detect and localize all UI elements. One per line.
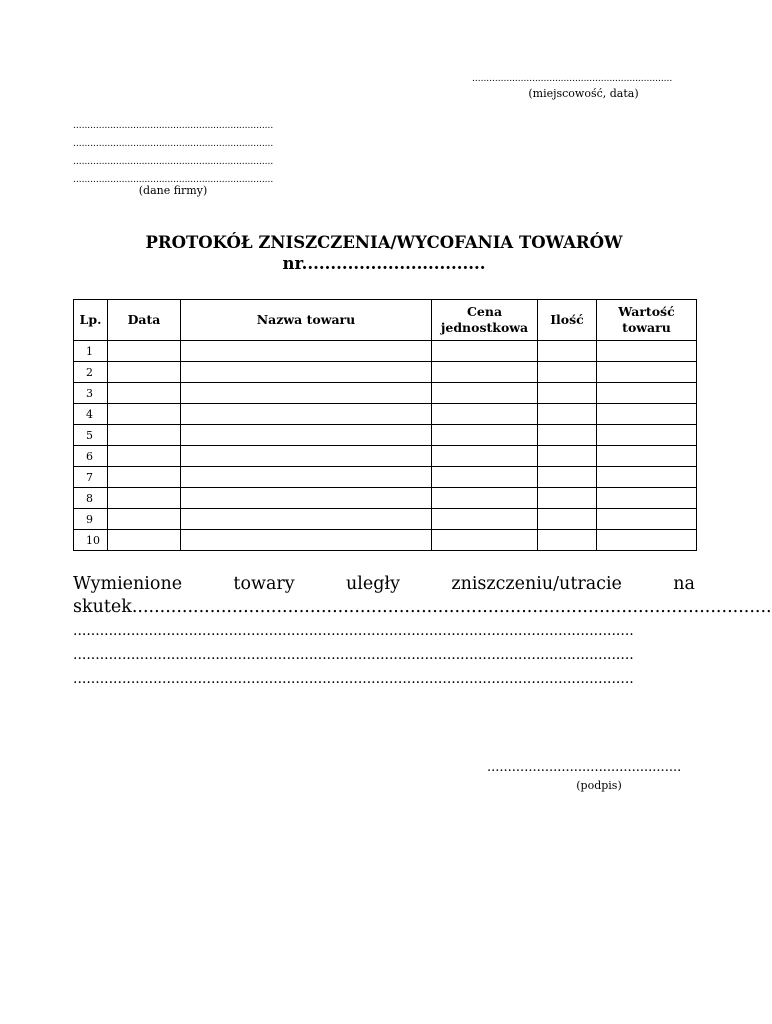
cell-name[interactable] [181,362,432,383]
cell-quantity[interactable] [538,509,597,530]
cell-name[interactable] [181,509,432,530]
cell-value[interactable] [597,530,697,551]
cell-date[interactable] [108,383,181,404]
company-data-fields [73,119,296,191]
table-row [74,530,697,551]
cell-quantity[interactable] [538,425,597,446]
cell-unit-price[interactable] [432,467,538,488]
statement-word: na [673,574,695,594]
table-row [74,404,697,425]
company-data-line[interactable]: ...................................................................... [73,139,274,149]
table-row [74,341,697,362]
row-number: 10 [74,530,108,551]
cell-value[interactable] [597,446,697,467]
statement-word: uległy [346,574,400,594]
cell-unit-price[interactable] [432,404,538,425]
row-number: 8 [74,488,108,509]
cell-value[interactable] [597,404,697,425]
cell-unit-price[interactable] [432,362,538,383]
cell-quantity[interactable] [538,341,597,362]
cell-date[interactable] [108,530,181,551]
destruction-statement [73,573,772,691]
cell-quantity[interactable] [538,530,597,551]
cell-unit-price[interactable] [432,446,538,467]
table-row [74,383,697,404]
company-data-line[interactable]: ...................................................................... [73,121,274,131]
cause-continuation-line[interactable]: .............................................................................................................................. [73,623,634,639]
place-date-caption: (miejscowość, data) [528,87,639,100]
cell-date[interactable] [108,425,181,446]
cell-quantity[interactable] [538,467,597,488]
cell-value[interactable] [597,341,697,362]
cell-quantity[interactable] [538,362,597,383]
table-row [74,425,697,446]
row-number: 9 [74,509,108,530]
cell-value[interactable] [597,467,697,488]
cause-field[interactable]: skutek................................................................................................................... [73,597,772,617]
column-header-name: Nazwa towaru [181,300,432,341]
cell-quantity[interactable] [538,404,597,425]
cell-name[interactable] [181,530,432,551]
cell-name[interactable] [181,467,432,488]
cell-value[interactable] [597,362,697,383]
cell-name[interactable] [181,341,432,362]
cell-date[interactable] [108,404,181,425]
row-number: 2 [74,362,108,383]
table-row [74,446,697,467]
cell-date[interactable] [108,509,181,530]
statement-word: towary [233,574,295,594]
cell-unit-price[interactable] [432,530,538,551]
column-header-quantity: Ilość [538,300,597,341]
row-number: 1 [74,341,108,362]
signature-caption: (podpis) [576,779,622,792]
cause-continuation-line[interactable]: .............................................................................................................................. [73,647,634,663]
company-data-caption: (dane firmy) [138,184,208,197]
row-number: 6 [74,446,108,467]
column-header-date: Data [108,300,181,341]
company-data-line[interactable]: ...................................................................... [73,175,274,185]
cell-unit-price[interactable] [432,509,538,530]
column-header-value: Wartość towaru [597,300,697,341]
row-number: 7 [74,467,108,488]
cell-unit-price[interactable] [432,488,538,509]
table-row [74,509,697,530]
cause-continuation-line[interactable]: .............................................................................................................................. [73,671,634,687]
column-header-lp: Lp. [74,300,108,341]
signature-field[interactable]: ............................................... [487,760,682,775]
table-row [74,362,697,383]
cell-name[interactable] [181,488,432,509]
title-main: PROTOKÓŁ ZNISZCZENIA/WYCOFANIA TOWARÓW [145,233,623,252]
company-data-line[interactable]: ...................................................................... [73,157,274,167]
cell-quantity[interactable] [538,446,597,467]
cell-value[interactable] [597,488,697,509]
document-title [73,232,695,274]
goods-table [73,299,697,551]
cell-name[interactable] [181,425,432,446]
row-number: 5 [74,425,108,446]
table-row [74,467,697,488]
protocol-number[interactable]: nr................................ [282,254,486,273]
cell-value[interactable] [597,509,697,530]
statement-word: Wymienione [73,574,183,594]
cell-name[interactable] [181,446,432,467]
cell-name[interactable] [181,383,432,404]
cell-value[interactable] [597,383,697,404]
cell-quantity[interactable] [538,383,597,404]
cell-date[interactable] [108,446,181,467]
cell-name[interactable] [181,404,432,425]
table-row [74,488,697,509]
row-number: 3 [74,383,108,404]
cell-unit-price[interactable] [432,425,538,446]
column-header-unit-price: Cena jednostkowa [432,300,538,341]
cell-date[interactable] [108,362,181,383]
cell-date[interactable] [108,341,181,362]
cell-unit-price[interactable] [432,341,538,362]
statement-word: zniszczeniu/utracie [451,574,622,594]
cell-quantity[interactable] [538,488,597,509]
table-header-row [74,300,697,341]
row-number: 4 [74,404,108,425]
cell-unit-price[interactable] [432,383,538,404]
cell-value[interactable] [597,425,697,446]
cell-date[interactable] [108,488,181,509]
statement-line-1 [73,573,695,595]
place-date-field[interactable]: ...................................................................... [472,74,673,84]
cell-date[interactable] [108,467,181,488]
